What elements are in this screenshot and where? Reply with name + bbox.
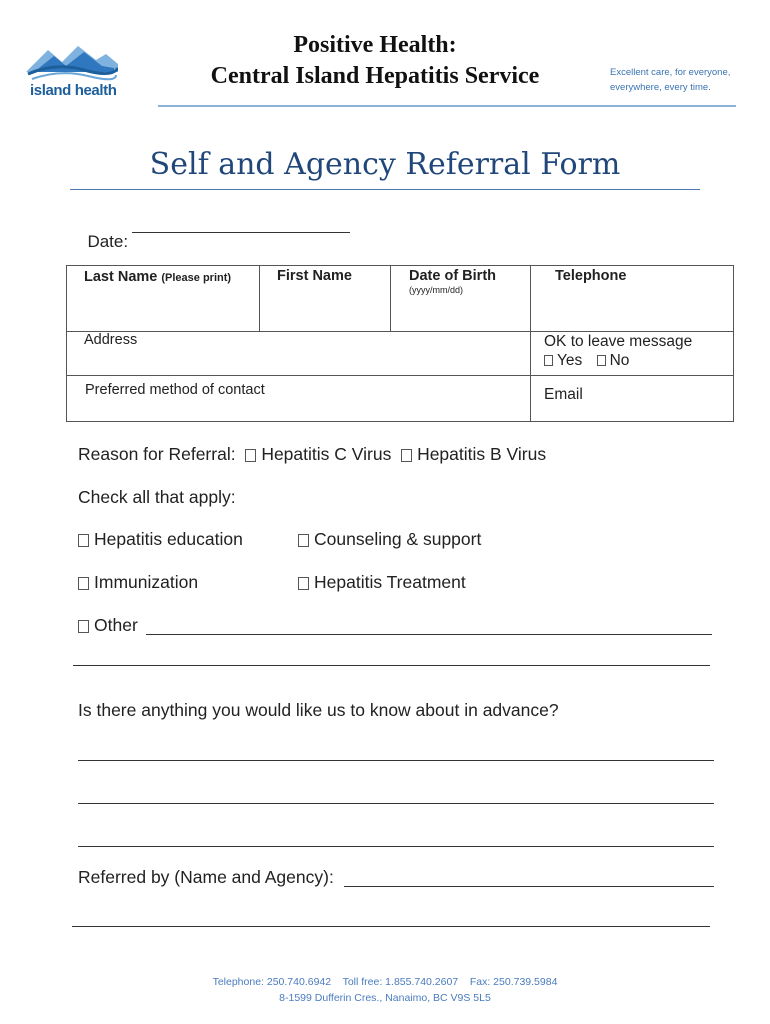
other-blank[interactable]	[146, 634, 712, 635]
form-title: Self and Agency Referral Form	[149, 147, 621, 182]
telephone-cell[interactable]	[555, 268, 626, 284]
no-checkbox[interactable]	[597, 355, 606, 366]
counseling-option[interactable]	[298, 529, 481, 550]
advance-answer-line-2[interactable]	[78, 803, 714, 804]
advance-answer-line-3[interactable]	[78, 846, 714, 847]
no-label: No	[609, 352, 630, 369]
other-label: Other	[94, 615, 138, 635]
date-blank[interactable]	[132, 232, 350, 233]
check-all-label: Check all that apply:	[78, 487, 236, 507]
logo-text: island health	[30, 82, 117, 99]
header-title	[170, 30, 580, 92]
first-name-cell[interactable]	[277, 268, 352, 284]
email-cell[interactable]	[544, 386, 583, 404]
table-row-divider	[67, 375, 733, 376]
header-title-line2: Central Island Hepatitis Service	[210, 63, 540, 89]
dob-cell[interactable]	[409, 268, 496, 295]
first-name-label: First Name	[277, 268, 352, 284]
dob-label: Date of Birth	[409, 268, 496, 284]
hep-c-checkbox[interactable]	[245, 449, 256, 462]
education-option[interactable]	[78, 529, 243, 550]
reason-label: Reason for Referral:	[78, 444, 236, 464]
advance-answer-line-1[interactable]	[78, 760, 714, 761]
patient-info-table	[66, 265, 734, 422]
address-label: Address	[84, 332, 138, 348]
immunization-option[interactable]	[78, 572, 198, 593]
table-col-divider	[530, 266, 531, 421]
tagline	[610, 65, 740, 95]
last-name-note: (Please print)	[161, 272, 232, 284]
ok-message-label: OK to leave message	[544, 333, 693, 350]
header-title-line1: Positive Health:	[293, 32, 457, 58]
referred-by-blank-2[interactable]	[72, 926, 710, 927]
yes-option[interactable]	[544, 352, 582, 369]
reason-row	[78, 444, 546, 465]
preferred-contact-cell[interactable]	[85, 382, 265, 398]
date-label: Date:	[87, 232, 129, 251]
no-option[interactable]	[597, 352, 630, 369]
treatment-option[interactable]	[298, 572, 466, 593]
yes-checkbox[interactable]	[544, 355, 553, 366]
preferred-contact-label: Preferred method of contact	[85, 382, 265, 398]
education-checkbox[interactable]	[78, 534, 89, 547]
last-name-cell[interactable]	[84, 269, 231, 285]
email-label: Email	[544, 386, 583, 403]
island-health-logo	[26, 38, 118, 102]
header-divider	[158, 105, 736, 107]
other-checkbox[interactable]	[78, 620, 89, 633]
yes-label: Yes	[557, 352, 583, 369]
tagline-line2: everywhere, every time.	[610, 82, 711, 93]
referred-by-label: Referred by (Name and Agency):	[78, 867, 334, 887]
mountains-icon	[26, 38, 118, 84]
referred-by-blank[interactable]	[344, 886, 714, 887]
education-label: Hepatitis education	[94, 529, 243, 549]
telephone-label: Telephone	[555, 268, 627, 284]
table-col-divider	[259, 266, 260, 331]
dob-format: (yyyy/mm/dd)	[409, 285, 463, 295]
hep-b-label: Hepatitis B Virus	[417, 444, 547, 464]
table-col-divider	[390, 266, 391, 331]
address-cell[interactable]	[84, 332, 137, 348]
counseling-checkbox[interactable]	[298, 534, 309, 547]
treatment-checkbox[interactable]	[298, 577, 309, 590]
hep-b-checkbox[interactable]	[401, 449, 412, 462]
advance-question: Is there anything you would like us to know about in advance?	[78, 700, 559, 720]
hep-c-label: Hepatitis C Virus	[261, 444, 392, 464]
counseling-label: Counseling & support	[314, 529, 482, 549]
date-field[interactable]	[78, 212, 128, 272]
last-name-label: Last Name	[84, 269, 158, 285]
other-option[interactable]	[78, 615, 138, 636]
tagline-line1: Excellent care, for everyone,	[610, 67, 731, 78]
other-blank-2[interactable]	[73, 665, 710, 666]
treatment-label: Hepatitis Treatment	[314, 572, 466, 592]
title-divider	[70, 189, 700, 190]
footer	[0, 974, 770, 1006]
footer-address: 8-1599 Dufferin Cres., Nanaimo, BC V9S 5L5	[279, 992, 491, 1004]
hep-b-option[interactable]	[401, 444, 546, 464]
immunization-label: Immunization	[94, 572, 199, 592]
hep-c-option[interactable]	[245, 444, 391, 464]
footer-contact: Telephone: 250.740.6942 Toll free: 1.855.740.2607 Fax: 250.739.5984	[212, 976, 558, 988]
ok-message-cell	[544, 332, 692, 370]
immunization-checkbox[interactable]	[78, 577, 89, 590]
